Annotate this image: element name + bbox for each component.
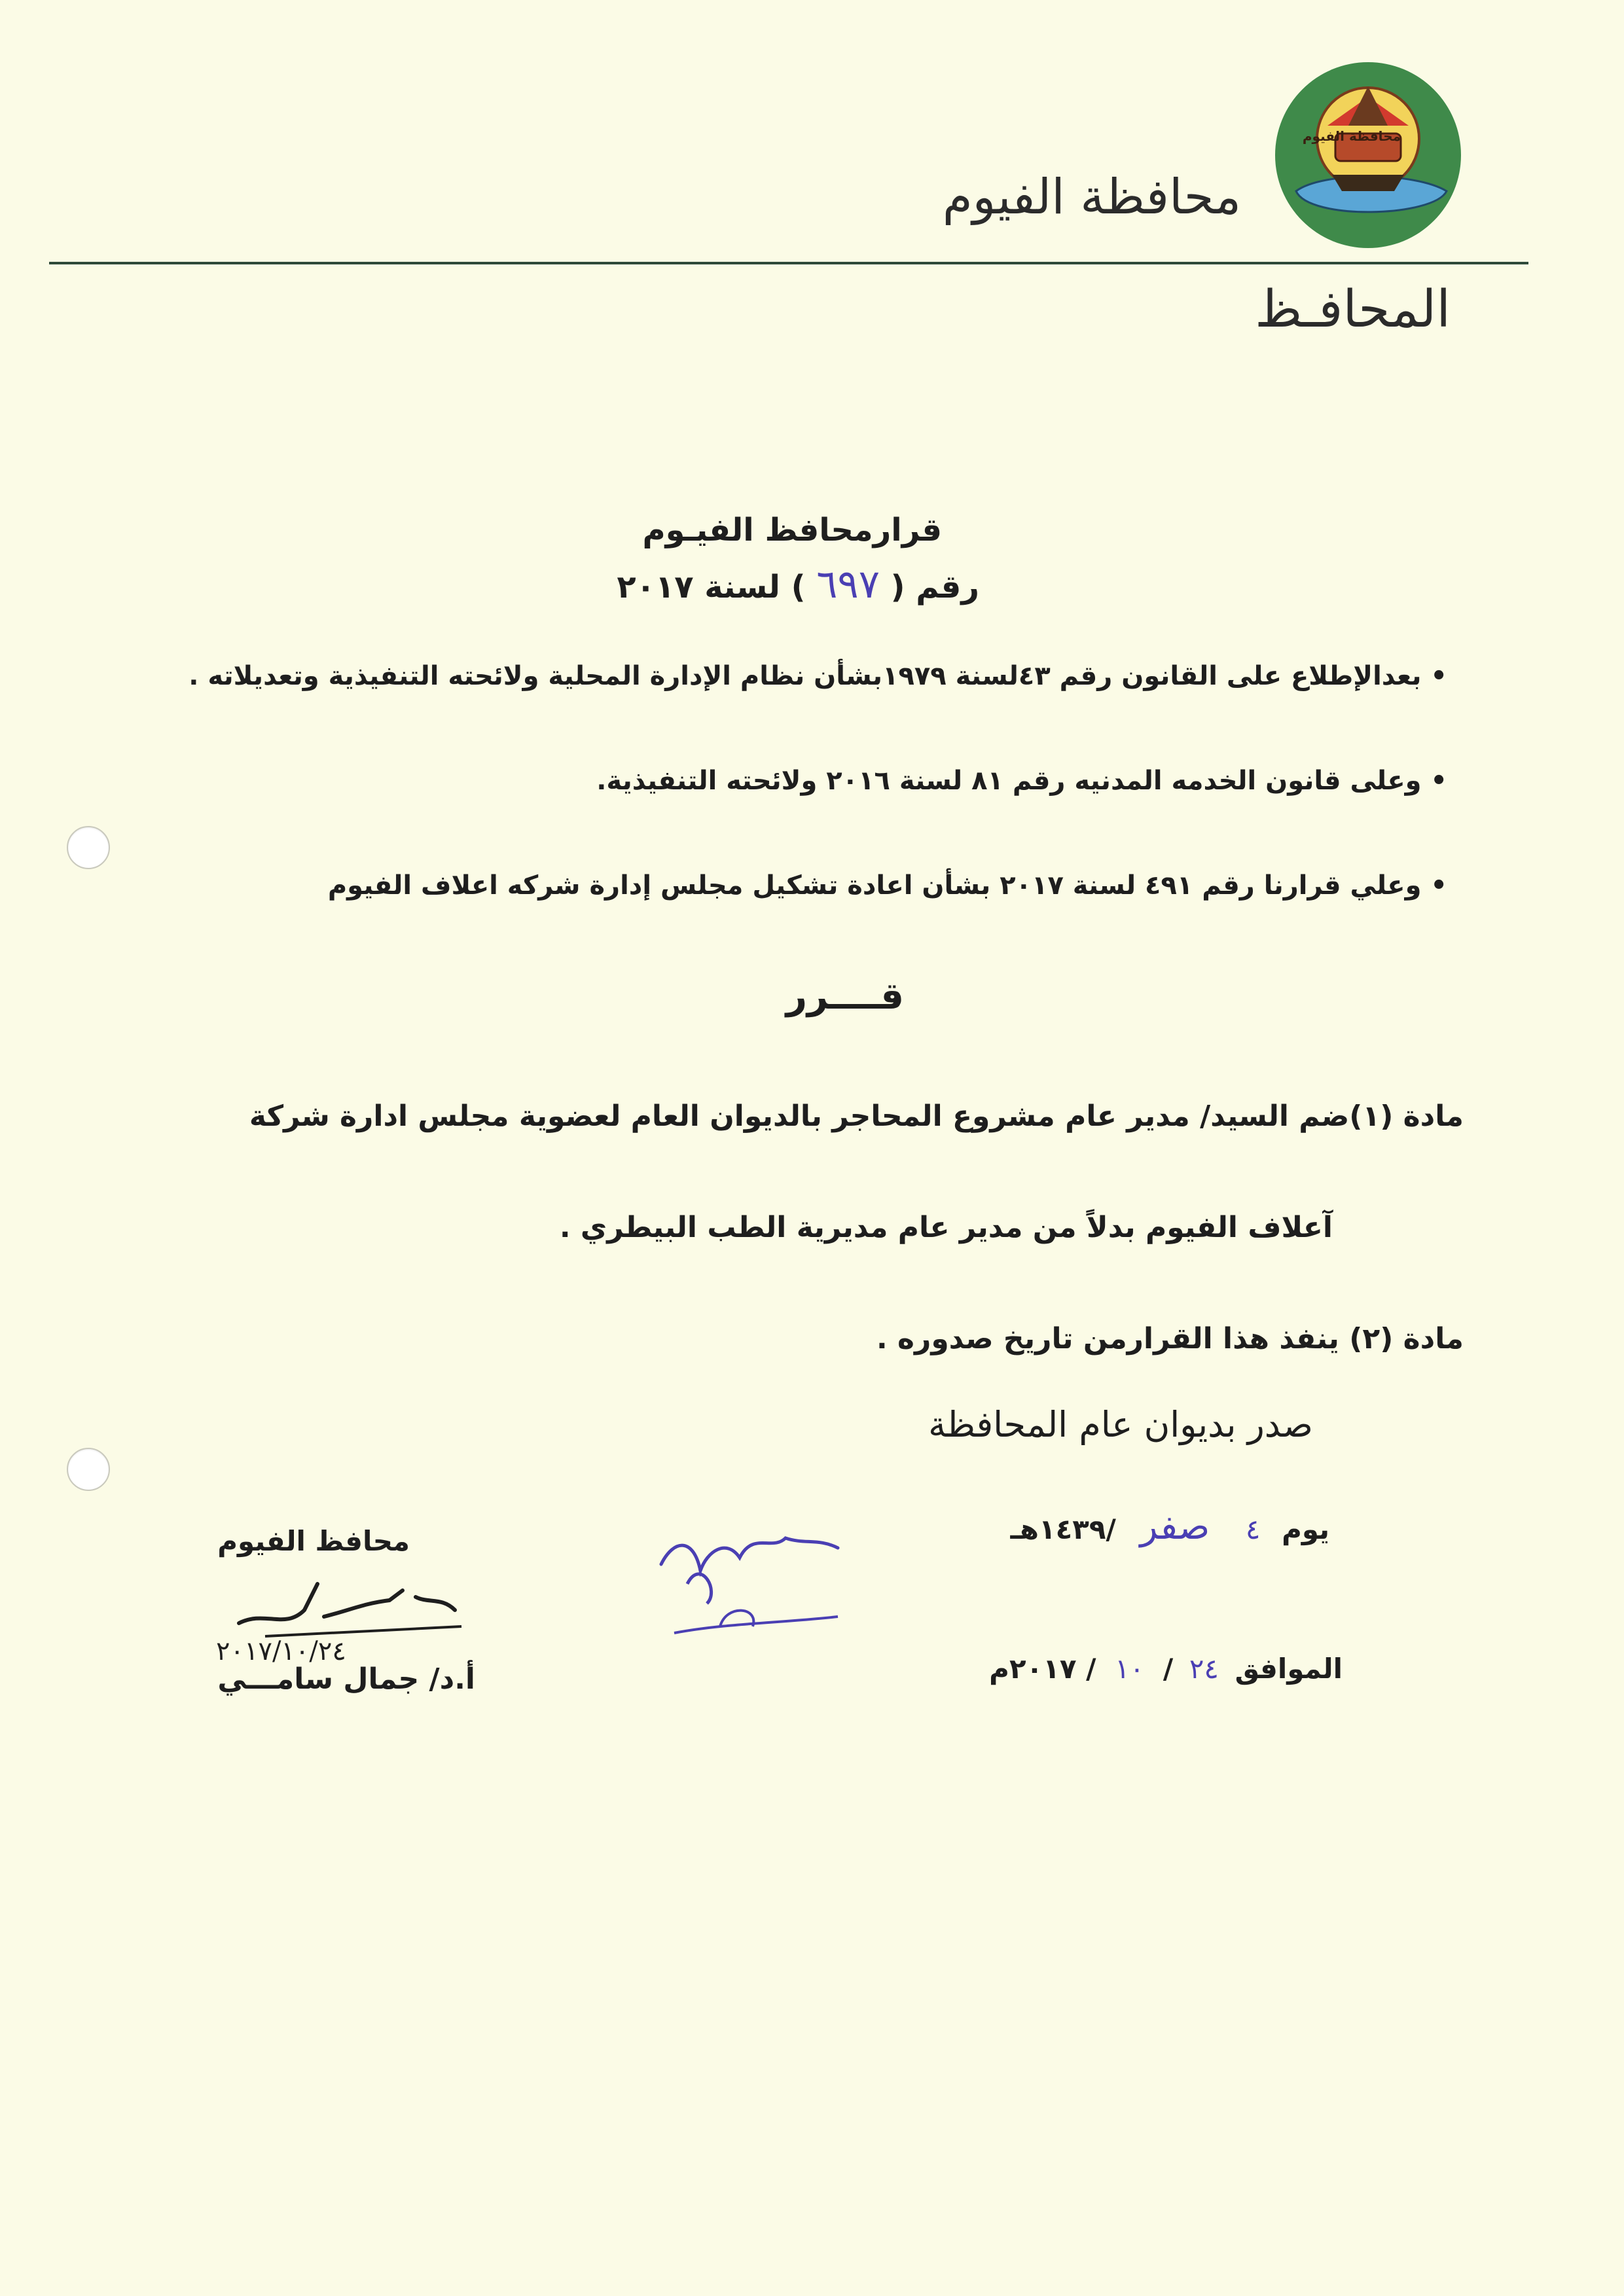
decree-number-prefix: رقم ( (890, 569, 979, 605)
decree-number-handwritten: ٦٩٧ (816, 562, 880, 607)
date-hijri-month: صفر (1140, 1505, 1210, 1548)
decree-number (617, 562, 979, 607)
date-gregorian-day: ٢٤ (1189, 1653, 1219, 1685)
office-title: المحافـظ (1255, 280, 1451, 339)
date-gregorian-prefix: الموافق (1235, 1653, 1343, 1685)
preamble-item: • وعلي قرارنا رقم ٤٩١ لسنة ٢٠١٧ بشأن اعادة تشكيل مجلس إدارة شركه اعلاف الفيوم (327, 870, 1447, 901)
emblem-text: محافظة الفيوم (1302, 128, 1401, 144)
governorate-emblem (1270, 60, 1466, 250)
article-1-line-1: مادة (١)ضم السيد/ مدير عام مشروع المحاجر بالديوان العام لعضوية مجلس ادارة شركة (249, 1100, 1464, 1133)
issued-at: صدر بديوان عام المحافظة (928, 1404, 1313, 1445)
article-2: مادة (٢) ينفذ هذا القرارمن تاريخ صدوره . (876, 1322, 1464, 1355)
signatory-date: ٢٠١٧/١٠/٢٤ (216, 1636, 346, 1666)
governorate-name: محافظة الفيوم (942, 169, 1241, 225)
article-1-line-2: آعلاف الفيوم بدلاً من مدير عام مديرية الطب البيطري . (559, 1211, 1333, 1244)
decree-title: قرارمحافظ الفيـوم (642, 512, 942, 548)
binder-hole-bottom (67, 1448, 110, 1491)
date-gregorian-year: / ٢٠١٧م (989, 1653, 1096, 1685)
signatory-name: أ.د/ جمال سامـــي (217, 1662, 475, 1696)
preamble-item: • بعدالإطلاع على القانون رقم ٤٣لسنة ١٩٧٩بشأن نظام الإدارة المحلية ولائحته التنفيذية وتعديلاته . (189, 661, 1447, 691)
binder-hole-top (67, 826, 110, 869)
signatory-title: محافظ الفيوم (217, 1525, 410, 1557)
header-rule (49, 262, 1528, 264)
date-hijri-year: /١٤٣٩هـ (1010, 1513, 1116, 1545)
preamble-item: • وعلى قانون الخدمه المدنيه رقم ٨١ لسنة ٢٠١٦ ولائحته التنفيذية. (596, 766, 1447, 796)
date-hijri (1011, 1505, 1329, 1548)
reviewer-signature (648, 1512, 857, 1643)
date-hijri-day: ٤ (1245, 1513, 1261, 1545)
date-hijri-prefix: يوم (1282, 1513, 1329, 1545)
decree-number-suffix: ) لسنة ٢٠١٧ (617, 569, 806, 605)
date-gregorian-month: ١٠ (1115, 1653, 1145, 1685)
decided-heading: قــــرر (785, 975, 904, 1018)
date-gregorian: الموافق ٢٤ / ١٠ / ٢٠١٧م (989, 1653, 1343, 1685)
